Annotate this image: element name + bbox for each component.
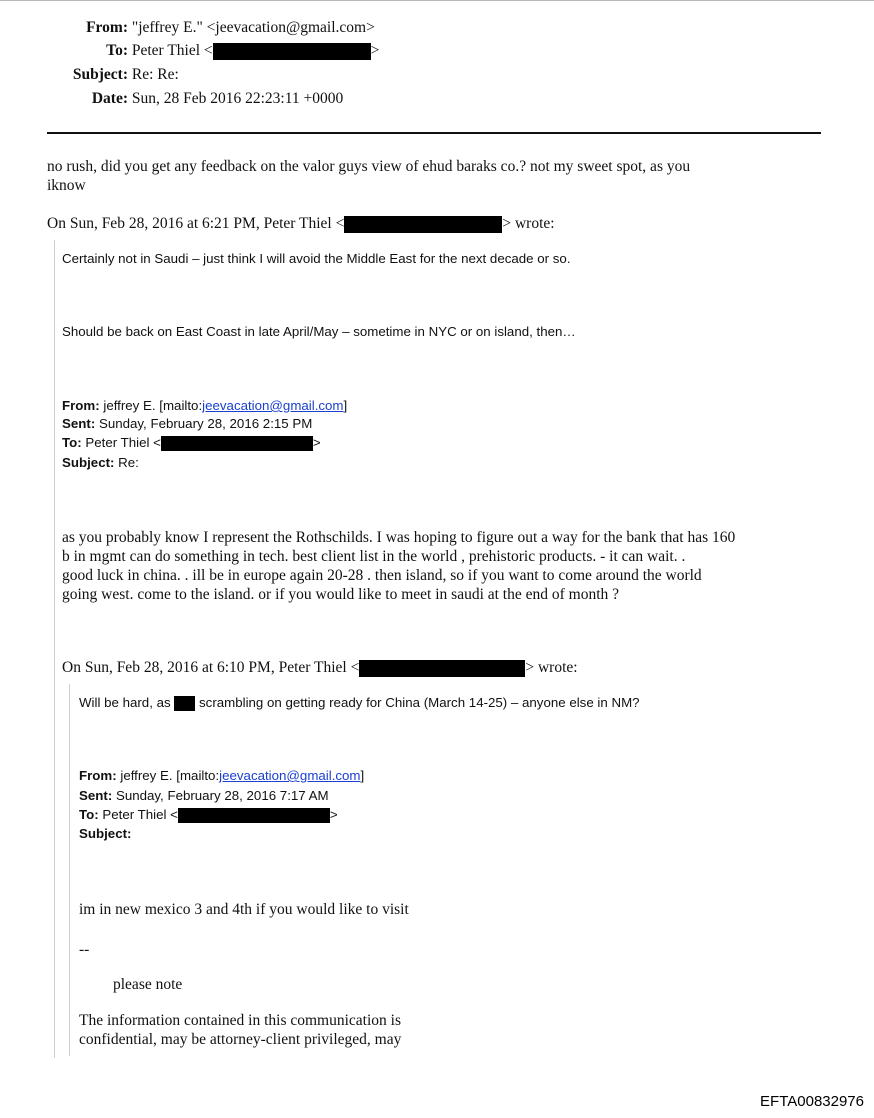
quote1-body-line-1: as you probably know I represent the Rothschilds. I was hoping to figure out a way for the bank that has 160 bbox=[62, 529, 736, 546]
quote1-body-line-2: b in mgmt can do something in tech. best client list in the world , prehistoric products. - it can wait. . bbox=[62, 548, 686, 565]
quote2-to-row bbox=[79, 805, 338, 824]
reply-line-2: iknow bbox=[47, 177, 86, 194]
quote2-attribution-start: On Sun, Feb 28, 2016 at 6:10 PM, Peter Thiel < bbox=[62, 659, 360, 676]
header-subject-label: Subject: bbox=[72, 66, 128, 83]
header-from-row bbox=[60, 18, 375, 38]
quote2-confidentiality bbox=[79, 1011, 401, 1049]
quote1-line-1: Certainly not in Saudi – just think I will avoid the Middle East for the next decade or so. bbox=[62, 251, 571, 266]
header-to-label: To: bbox=[106, 42, 128, 59]
quote1-sent-row bbox=[62, 414, 312, 433]
redaction-block bbox=[174, 696, 195, 711]
quote2-attribution-end: > wrote: bbox=[525, 659, 578, 676]
quote1-body bbox=[62, 528, 852, 604]
header-subject-value: Re: Re: bbox=[131, 66, 179, 83]
quote2-from-value: jeffrey E. [mailto: bbox=[116, 768, 220, 783]
quote2-conf-line-1: The information contained in this communication is bbox=[79, 1012, 401, 1029]
quote2-to-close: > bbox=[329, 807, 338, 822]
page-top-border bbox=[0, 0, 874, 1]
header-to-close: > bbox=[370, 42, 380, 59]
quote1-body-line-4: going west. come to the island. or if you would like to meet in saudi at the end of month ? bbox=[62, 586, 620, 603]
quote1-email-link[interactable]: jeevacation@gmail.com bbox=[202, 398, 344, 413]
quote1-attribution-start: On Sun, Feb 28, 2016 at 6:21 PM, Peter Thiel < bbox=[47, 215, 345, 232]
quote2-line-1 bbox=[79, 693, 640, 712]
redaction-block bbox=[213, 43, 371, 60]
quote1-bar bbox=[54, 240, 55, 1058]
quote1-attribution bbox=[47, 214, 555, 233]
reply-line-1: no rush, did you get any feedback on the valor guys view of ehud baraks co.? not my sweet spot, as you bbox=[47, 158, 691, 175]
quote1-sent-value: Sunday, February 28, 2016 2:15 PM bbox=[95, 416, 313, 431]
header-from-value: "jeffrey E." <jeevacation@gmail.com> bbox=[131, 19, 375, 36]
quote1-to-row bbox=[62, 433, 321, 452]
redaction-block bbox=[344, 216, 502, 233]
quote2-from-row bbox=[79, 766, 364, 785]
quote2-line-1-end: scrambling on getting ready for China (March 14-25) – anyone else in NM? bbox=[195, 695, 640, 710]
quote1-subject-label: Subject: bbox=[62, 455, 115, 470]
reply-body bbox=[47, 157, 847, 195]
quote2-from-label: From: bbox=[79, 768, 117, 783]
header-date-value: Sun, 28 Feb 2016 22:23:11 +0000 bbox=[131, 90, 344, 107]
quote2-subject-row bbox=[79, 824, 131, 843]
quote2-sent-value: Sunday, February 28, 2016 7:17 AM bbox=[112, 788, 329, 803]
quote2-to-value: Peter Thiel < bbox=[98, 807, 178, 822]
quote2-sig-dash: -- bbox=[79, 941, 90, 958]
quote2-bar bbox=[69, 684, 70, 1056]
quote1-subject-value: Re: bbox=[114, 455, 139, 470]
quote1-from-label: From: bbox=[62, 398, 100, 413]
quote1-attribution-end: > wrote: bbox=[502, 215, 555, 232]
quote2-subject-label: Subject: bbox=[79, 826, 132, 841]
header-date-row bbox=[60, 89, 343, 109]
quote2-sent-row bbox=[79, 786, 329, 805]
quote2-please-note: please note bbox=[113, 976, 183, 993]
document-id: EFTA00832976 bbox=[760, 1093, 864, 1110]
quote1-from-row bbox=[62, 396, 347, 415]
quote2-from-end: ] bbox=[360, 768, 365, 783]
quote2-email-link[interactable]: jeevacation@gmail.com bbox=[219, 768, 361, 783]
quote1-from-end: ] bbox=[343, 398, 348, 413]
header-divider bbox=[47, 132, 821, 134]
quote1-subject-row bbox=[62, 453, 139, 472]
quote1-from-value: jeffrey E. [mailto: bbox=[99, 398, 203, 413]
quote1-line-2: Should be back on East Coast in late April/May – sometime in NYC or on island, then… bbox=[62, 324, 576, 339]
quote2-line-1-start: Will be hard, as bbox=[79, 695, 175, 710]
header-date-label: Date: bbox=[91, 90, 128, 107]
quote1-to-close: > bbox=[312, 435, 321, 450]
quote2-attribution bbox=[62, 658, 578, 677]
header-to-row bbox=[60, 41, 379, 61]
header-from-label: From: bbox=[86, 19, 128, 36]
quote2-sent-label: Sent: bbox=[79, 788, 113, 803]
redaction-block bbox=[359, 660, 525, 677]
quote1-sent-label: Sent: bbox=[62, 416, 96, 431]
quote1-to-label: To: bbox=[62, 435, 82, 450]
redaction-block bbox=[178, 808, 330, 823]
quote1-to-value: Peter Thiel < bbox=[81, 435, 161, 450]
header-to-value: Peter Thiel < bbox=[131, 42, 213, 59]
quote2-to-label: To: bbox=[79, 807, 99, 822]
redaction-block bbox=[161, 436, 313, 451]
quote1-body-line-3: good luck in china. . ill be in europe again 20-28 . then island, so if you want to come around the world bbox=[62, 567, 702, 584]
quote2-body-line-1: im in new mexico 3 and 4th if you would like to visit bbox=[79, 901, 409, 918]
header-subject-row bbox=[60, 65, 179, 85]
quote2-conf-line-2: confidential, may be attorney-client privileged, may bbox=[79, 1031, 402, 1048]
